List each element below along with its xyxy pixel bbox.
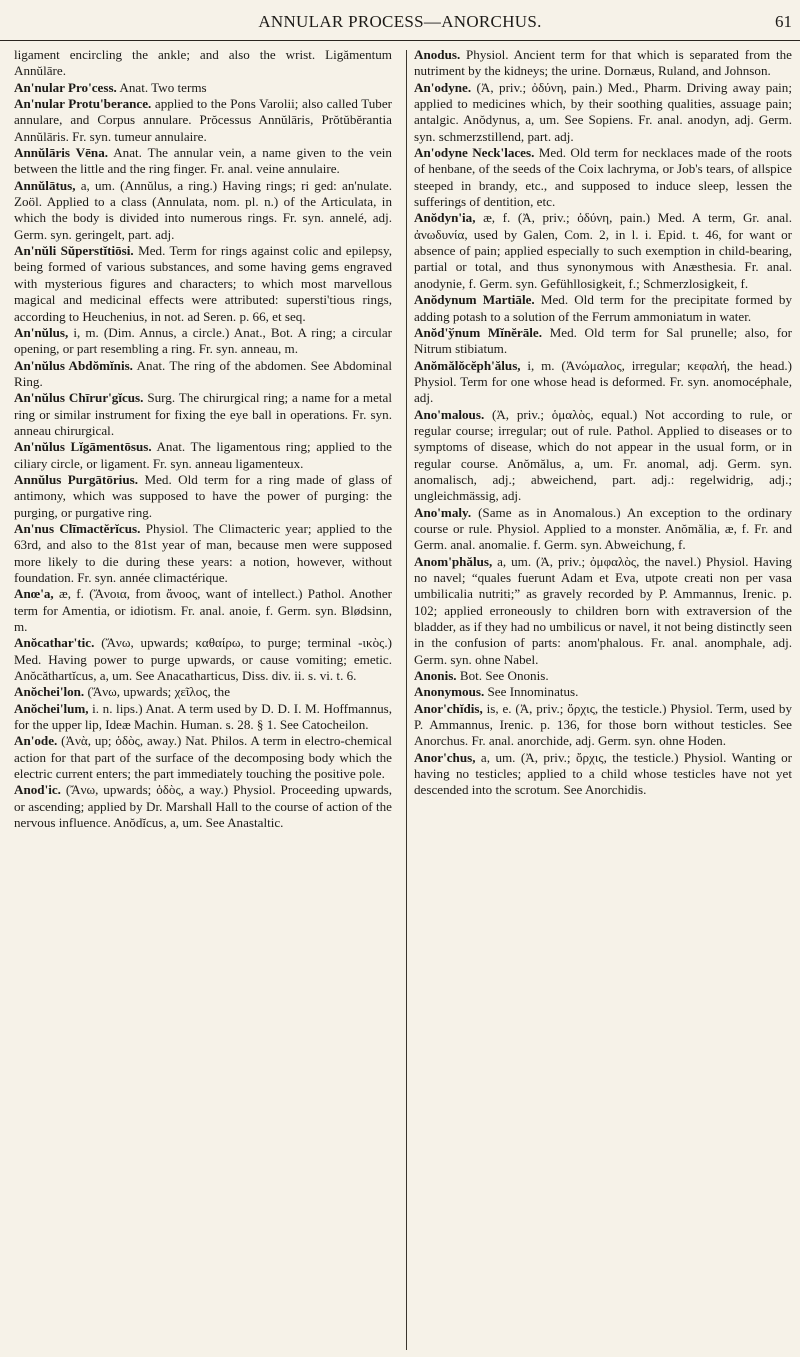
entry-text: Med. Old term for the precipitate formed by adding potash to a solution of the Ferrum ammoniatum in water.: [414, 292, 792, 324]
dictionary-entry: [414, 684, 792, 700]
entry-headword: Anŏcathar'tic.: [14, 635, 95, 651]
entry-headword: Anom'phălus,: [414, 553, 493, 569]
entry-headword: An'nular Pro'cess.: [14, 79, 117, 95]
entry-text: Med. Old term for necklaces made of the roots of henbane, of the seeds of the Coix lachryma, or Job's tears, of allspice steeped in brandy, etc., and supposed to induce sleep, lessen the sufferings of dentition, etc.: [414, 145, 792, 210]
entry-headword: Annŭlāris Vēna.: [14, 145, 109, 161]
dictionary-entry: [14, 439, 392, 472]
dictionary-entry: [414, 47, 792, 80]
dictionary-entry: [414, 554, 792, 668]
text-columns: [14, 47, 796, 1353]
dictionary-entry: [14, 358, 392, 391]
entry-text: (Same as in Anomalous.) An exception to the ordinary course or rule. Physiol. Applied to a monster. Anŏmălia, æ, f. Fr. and Germ. anal. anomalie. f. Germ. syn. Abweichung, f.: [414, 504, 792, 553]
entry-headword: An'ode.: [14, 733, 58, 749]
entry-text: Anat. The ligamentous ring; applied to the ciliary circle, or ligament. Fr. syn. anneau ligamenteux.: [14, 439, 392, 471]
entry-text: applied to the Pons Varolii; also called Tuber annulare, and Corpus annulare. Prŏcessus Annŭlāris, Prŏtŭbĕrantia Annŭlāris. Fr. syn. tumeur annulaire.: [14, 96, 392, 144]
dictionary-entry: [14, 178, 392, 243]
entry-text: is, e. (Ἀ, priv.; ὄρχις, the testicle.) Physiol. Term, used by P. Ammannus, Irenic. p. 136, for those born without testicles. See Anorchus. Fr. anal. anorchide, adj. Germ. syn. ohne Hoden.: [414, 700, 792, 749]
right-column: [414, 47, 792, 799]
entry-headword: An'nŭlus,: [14, 324, 69, 340]
dictionary-entry: [14, 733, 392, 782]
entry-text: Surg. The chirurgical ring; a name for a metal ring or similar instrument for fixing the eye ball in operations. Fr. syn. anneau chirurgical.: [14, 390, 392, 438]
entry-headword: Annŭlus Purgātōrius.: [14, 471, 138, 487]
entry-text: Med. Term for rings against colic and epilepsy, being formed of various substances, and some having gems engraved with mysterious figures and characters; to which most marvellous magical and medicinal effects were attributed: supersti'tious rings, according to Heuchenius, in not. ad Seren. p. 66, et seq.: [14, 243, 392, 324]
dictionary-entry: [414, 701, 792, 750]
left-column: [14, 47, 392, 832]
entry-headword: Anŏd'ўnum Mĭnĕrāle.: [414, 324, 543, 340]
entry-text: (Ἀ, priv.; ὀδύνη, pain.) Med., Pharm. Driving away pain; applied to medicines which, by their soothing qualities, assuage pain; antalgic. Anŏdynus, a, um. See Sopiens. Fr. anal. anodyn, adj. Germ. syn. schmerzstillend, part. adj.: [414, 79, 792, 144]
entry-text: æ, f. (Ἀ, priv.; ὀδύνη, pain.) Med. A term, Gr. anal. ἀνωδυνία, used by Galen, Com. 2, in l. i. Epid. t. 46, for want or absence of pain; applied especially to such exemption in child-bearing, partial or total, and thus synonymous with Anæsthesia. Fr. anal. anodynie, f. Germ. syn. Gefühllosigkeit, f.; Schmerzlosigkeit, f.: [414, 210, 792, 291]
entry-text: Med. Old term for a ring made of glass of antimony, which was supposed to have the power of purging: the purging, or purgative ring.: [14, 471, 392, 520]
entry-text: ligament encircling the ankle; and also the wrist. Ligămentum Annŭlāre.: [14, 47, 392, 79]
dictionary-entry: [414, 292, 792, 325]
entry-headword: Annŭlātus,: [14, 177, 76, 193]
entry-headword: An'nus Clīmactĕrĭcus.: [14, 520, 141, 536]
entry-headword: Ano'malous.: [414, 406, 485, 422]
running-head: [0, 0, 800, 41]
dictionary-entry: [14, 684, 392, 700]
entry-headword: Anonis.: [414, 668, 457, 684]
entry-headword: Anŏdyn'ia,: [414, 210, 476, 226]
entry-headword: An'nŭlus Abdŏmĭnis.: [14, 357, 133, 373]
entry-headword: Anŏchei'lon.: [14, 684, 85, 700]
dictionary-entry: [414, 210, 792, 292]
entry-text: Physiol. Ancient term for that which is separated from the nutriment by the kidneys; the urine. Dornæus, Ruland, and Johnson.: [414, 47, 792, 79]
entry-headword: An'nular Protu'berance.: [14, 96, 152, 112]
entry-text: a, um. (Annŭlus, a ring.) Having rings; ri ged: an'nulate. Zoöl. Applied to a class (Annulata, nom. pl. n.) of the Articulata, in which the body is divided into numerous rings. Fr. syn. annelé, adj. Germ. syn. geringelt, part. adj.: [14, 177, 392, 242]
entry-text: (Ἀ, priv.; ὁμαλὸς, equal.) Not according to rule, or regular course; irregular; out of rule. Pathol. Applied to diseases or to symptoms of disease, which do not appear in the usual form, or in regular course. Anŏmălus, a, um. Fr. anomal, adj. Germ. syn. anomalisch, adj.; abweichend, part. adj.: regelwidrig, adj.; ungleichmässig, adj.: [414, 406, 792, 504]
entry-headword: Anor'chus,: [414, 749, 476, 765]
entry-headword: An'nŭli Sŭperstĭtiōsi.: [14, 243, 134, 259]
dictionary-entry: [14, 390, 392, 439]
dictionary-entry: [14, 243, 392, 325]
entry-text: i, m. (Ἀνώμαλος, irregular; κεφαλή, the head.) Physiol. Term for one whose head is deformed. Fr. syn. anomocéphale, adj.: [414, 357, 792, 406]
entry-headword: Anŏchei'lum,: [14, 700, 89, 716]
entry-text: Med. Old term for Sal prunelle; also, for Nitrum stibiatum.: [414, 324, 792, 357]
dictionary-entry: [414, 325, 792, 358]
dictionary-entry: [14, 325, 392, 358]
entry-headword: An'odyne.: [414, 79, 472, 95]
entry-text: Anat. Two terms: [119, 79, 207, 95]
dictionary-entry: [414, 358, 792, 407]
entry-text: i, m. (Dim. Annus, a circle.) Anat., Bot. A ring; a circular opening, or part resembling a ring. Fr. syn. anneau, m.: [14, 324, 392, 357]
entry-text: Anat. The ring of the abdomen. See Abdominal Ring.: [14, 357, 392, 389]
entry-text: (Ἀνὰ, up; ὁδὸς, away.) Nat. Philos. A term in electro-chemical action for that part of the surface of the decomposing body which the electric current enters; the part immediately touching the positive pole.: [14, 733, 392, 782]
entry-headword: Anor'chĭdis,: [414, 700, 483, 716]
dictionary-entry: [14, 586, 392, 635]
entry-text: Physiol. The Climacteric year; applied to the 63rd, and also to the 81st year of man, because men were supposed more likely to die during these years: a notion, however, without foundation. Fr. syn. année climactérique.: [14, 520, 392, 585]
entry-text: (Ἄνω, upwards; ὁδὸς, a way.) Physiol. Proceeding upwards, or ascending; applied by Dr. Marshall Hall to the course of action of the nervous influence. Anŏdĭcus, a, um. See Anastaltic.: [14, 782, 392, 831]
entry-headword: An'nŭlus Chīrur'gĭcus.: [14, 390, 144, 406]
entry-headword: Anonymous.: [414, 684, 485, 700]
dictionary-entry: [14, 521, 392, 586]
dictionary-entry: [14, 701, 392, 734]
dictionary-entry: [14, 96, 392, 145]
entry-headword: An'odyne Neck'laces.: [414, 145, 535, 161]
entry-headword: Anod'ic.: [14, 782, 61, 798]
entry-text: i. n. lips.) Anat. A term used by D. D. I. M. Hoffmannus, for the upper lip, Ideæ Machin. Human. s. 28. § 1. See Catocheilon.: [14, 700, 392, 733]
dictionary-entry: [14, 80, 392, 96]
entry-headword: Anŏdynum Martiāle.: [414, 292, 535, 308]
entry-text: (Ἄνω, upwards; χεῖλος, the: [87, 684, 231, 700]
entry-headword: Anœ'a,: [14, 586, 54, 602]
running-title: ANNULAR PROCESS—ANORCHUS.: [258, 12, 542, 31]
entry-headword: An'nŭlus Lĭgāmentōsus.: [14, 439, 152, 455]
entry-headword: Anodus.: [414, 47, 461, 62]
dictionary-entry: [414, 407, 792, 505]
entry-text: Bot. See Ononis.: [459, 668, 549, 684]
dictionary-entry: [14, 47, 392, 80]
entry-text: æ, f. (Ἄνοια, from ἄνοος, want of intellect.) Pathol. Another term for Amentia, or idiotism. Fr. anal. anoie, f. Germ. syn. Blødsinn, m.: [14, 586, 392, 635]
dictionary-entry: [14, 782, 392, 831]
entry-text: (Ἄνω, upwards; καθαίρω, to purge; terminal -ικὸς.) Med. Having power to purge upwards, or cause vomiting; emetic. Anŏcăthartĭcus, a, um. See Anacatharticus, Diss. div. ii. s. vi. t. 6.: [14, 635, 392, 684]
dictionary-entry: [414, 505, 792, 554]
entry-text: a, um. (Ἀ, priv.; ὄρχις, the testicle.) Physiol. Wanting or having no testicles; applied to a child whose testicles have not yet descended into the scrotum. See Anorchidis.: [414, 749, 792, 798]
page-number: 61: [775, 12, 792, 31]
entry-text: Anat. The annular vein, a name given to the vein between the little and the ring finger. Fr. anal. veine annulaire.: [14, 145, 392, 177]
dictionary-entry: [414, 145, 792, 210]
dictionary-entry: [414, 750, 792, 799]
entry-text: a, um. (Ἀ, priv.; ὀμφαλὸς, the navel.) Physiol. Having no navel; “quales fuerunt Adam et Eva, utpote creati non per vasa umbilicalia nutriti;” as gravely recorded by P. Ammannus, Irenic. p. 102; applied erroneously to children born with extraversion of the bladder, as if they had no umbilicus or navel, it not being distinctly seen in the confusion of parts: anom'phalous. Fr. anal. anomphale, adj. Germ. syn. ohne Nabel.: [414, 553, 792, 667]
dictionary-entry: [414, 80, 792, 145]
entry-headword: Anŏmălŏcĕph'ălus,: [414, 357, 521, 373]
dictionary-entry: [14, 635, 392, 684]
entry-headword: Ano'maly.: [414, 504, 472, 520]
dictionary-entry: [14, 472, 392, 521]
dictionary-entry: [14, 145, 392, 178]
dictionary-entry: [414, 668, 792, 684]
entry-text: See Innominatus.: [487, 684, 579, 700]
